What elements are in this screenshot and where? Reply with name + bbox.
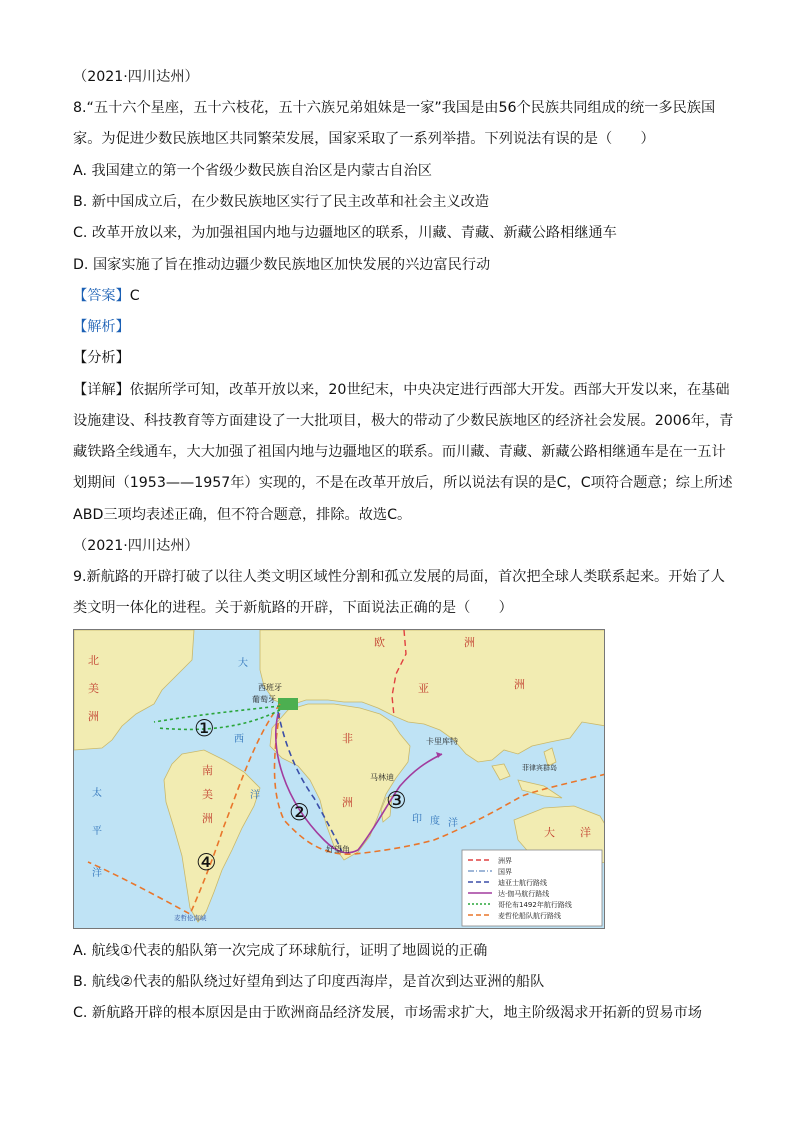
dxy-char-2: 西: [234, 734, 244, 745]
label-kalikate: 卡里库特: [426, 737, 458, 746]
q8-detail-line3: 藏铁路全线通车，大大加强了祖国内地与边疆地区的联系。而川藏、青藏、新藏公路相继通车是在一五计: [73, 444, 726, 460]
sa-char-1: 南: [202, 764, 213, 777]
q8-option-d: D. 国家实施了旨在推动边疆少数民族地区加快发展的兴边富民行动: [73, 257, 491, 273]
label-feilvbin: 菲律宾群岛: [522, 764, 557, 772]
label-malindi: 马林迪: [370, 773, 394, 782]
as-char-1: 亚: [418, 682, 429, 695]
route-number-4: [196, 850, 217, 876]
detail-text-1: 依据所学可知，改革开放以来，20世纪末，中央决定进行西部大开发。西部大开发以来，在基础: [129, 382, 730, 398]
svg-text:③: ③: [386, 788, 407, 814]
legend-columbus: 哥伦布1492年航行路线: [498, 901, 572, 909]
answer-label: 【答案】: [73, 288, 130, 304]
tpy-char-3: 洋: [92, 868, 102, 879]
q9-option-b: B. 航线②代表的船队绕过好望角到达了印度西海岸，是首次到达亚洲的船队: [73, 974, 545, 990]
q9-stem-line1: 9.新航路的开辟打破了以往人类文明区域性分割和孤立发展的局面，首次把全球人类联系起来。开始了人: [73, 569, 725, 585]
dxy-char-1: 大: [238, 658, 248, 669]
na-char-1: 北: [88, 654, 99, 667]
tpy-char-1: 太: [92, 788, 102, 799]
ydy-char-1: 印: [412, 814, 422, 825]
legend-zhoujie: 洲界: [498, 857, 512, 865]
svg-text:④: ④: [196, 850, 217, 876]
af-char-1: 非: [342, 732, 353, 745]
label-putaoya: 葡萄牙: [252, 695, 276, 704]
q8-stem-line1: 8.“五十六个星座，五十六枝花，五十六族兄弟姐妹是一家”我国是由56个民族共同组成的统一多民族国: [73, 100, 716, 116]
detail-label: 【详解】: [73, 382, 130, 398]
ydy-char-2: 度: [430, 816, 440, 827]
svg-text:①: ①: [194, 716, 215, 742]
q8-option-c: C. 改革开放以来，为加强祖国内地与边疆地区的联系，川藏、青藏、新藏公路相继通车: [73, 225, 617, 241]
tpy-char-2: 平: [92, 826, 102, 837]
q8-source: （2021·四川达州）: [73, 69, 199, 85]
svg-text:②: ②: [289, 800, 310, 826]
route-number-1: [194, 716, 215, 742]
q9-source: （2021·四川达州）: [73, 538, 199, 554]
iberia-highlight: [278, 698, 298, 710]
au-char-2: 洋: [580, 826, 591, 839]
q8-option-a: A. 我国建立的第一个省级少数民族自治区是内蒙古自治区: [73, 163, 432, 179]
answer-value: C: [129, 288, 140, 304]
legend-guojie: 国界: [498, 868, 512, 876]
route-number-3: [386, 788, 407, 814]
q9-option-a: A. 航线①代表的船队第一次完成了环球航行，证明了地圆说的正确: [73, 943, 488, 959]
sa-char-3: 洲: [202, 812, 213, 825]
ydy-char-3: 洋: [448, 818, 458, 829]
na-char-3: 洲: [88, 710, 99, 723]
q8-option-b: B. 新中国成立后，在少数民族地区实行了民主改革和社会主义改造: [73, 194, 490, 210]
au-char-1: 大: [544, 826, 555, 839]
af-char-2: 洲: [342, 796, 353, 809]
fenxi-label: 【分析】: [73, 350, 130, 366]
legend-dias: 迪亚士航行路线: [498, 879, 547, 887]
legend-dagama: 达·伽马航行路线: [498, 890, 550, 898]
jiexi-label: 【解析】: [73, 319, 130, 335]
label-xibanya: 西班牙: [258, 683, 282, 692]
dxy-char-3: 洋: [250, 790, 260, 801]
legend-magellan: 麦哲伦船队航行路线: [498, 912, 561, 920]
q8-detail-line5: ABD三项均表述正确，但不符合题意，排除。故选C。: [73, 507, 412, 523]
na-char-2: 美: [88, 682, 99, 695]
q8-stem-line2: 家。为促进少数民族地区共同繁荣发展，国家采取了一系列举措。下列说法有误的是（ ）: [73, 131, 655, 147]
label-haowangjiao: 好望角: [326, 845, 350, 854]
as-char-2: 洲: [514, 678, 525, 691]
q8-detail-line1: [73, 380, 730, 400]
q8-answer: [73, 286, 140, 306]
new-sea-route-map: [73, 629, 605, 929]
map-legend: [462, 850, 602, 926]
q8-detail-line4: 划期间（1953——1957年）实现的，不是在改革开放后，所以说法有误的是C，C项符合题意；综上所述: [73, 475, 733, 491]
q9-stem-line2: 类文明一体化的进程。关于新航路的开辟，下面说法正确的是（ ）: [73, 600, 513, 616]
q9-option-c: C. 新航路开辟的根本原因是由于欧洲商品经济发展，市场需求扩大，地主阶级渴求开拓新的贸易市场: [73, 1005, 702, 1021]
eu-char-2: 洲: [464, 636, 475, 649]
q8-detail-line2: 设施建设、科技教育等方面建设了一大批项目，极大的带动了少数民族地区的经济社会发展。2006年，青: [73, 413, 734, 429]
route-number-2: [289, 800, 310, 826]
eu-char-1: 欧: [374, 636, 385, 649]
sa-char-2: 美: [202, 788, 213, 801]
label-magellan-strait: 麦哲伦海峡: [174, 914, 207, 922]
